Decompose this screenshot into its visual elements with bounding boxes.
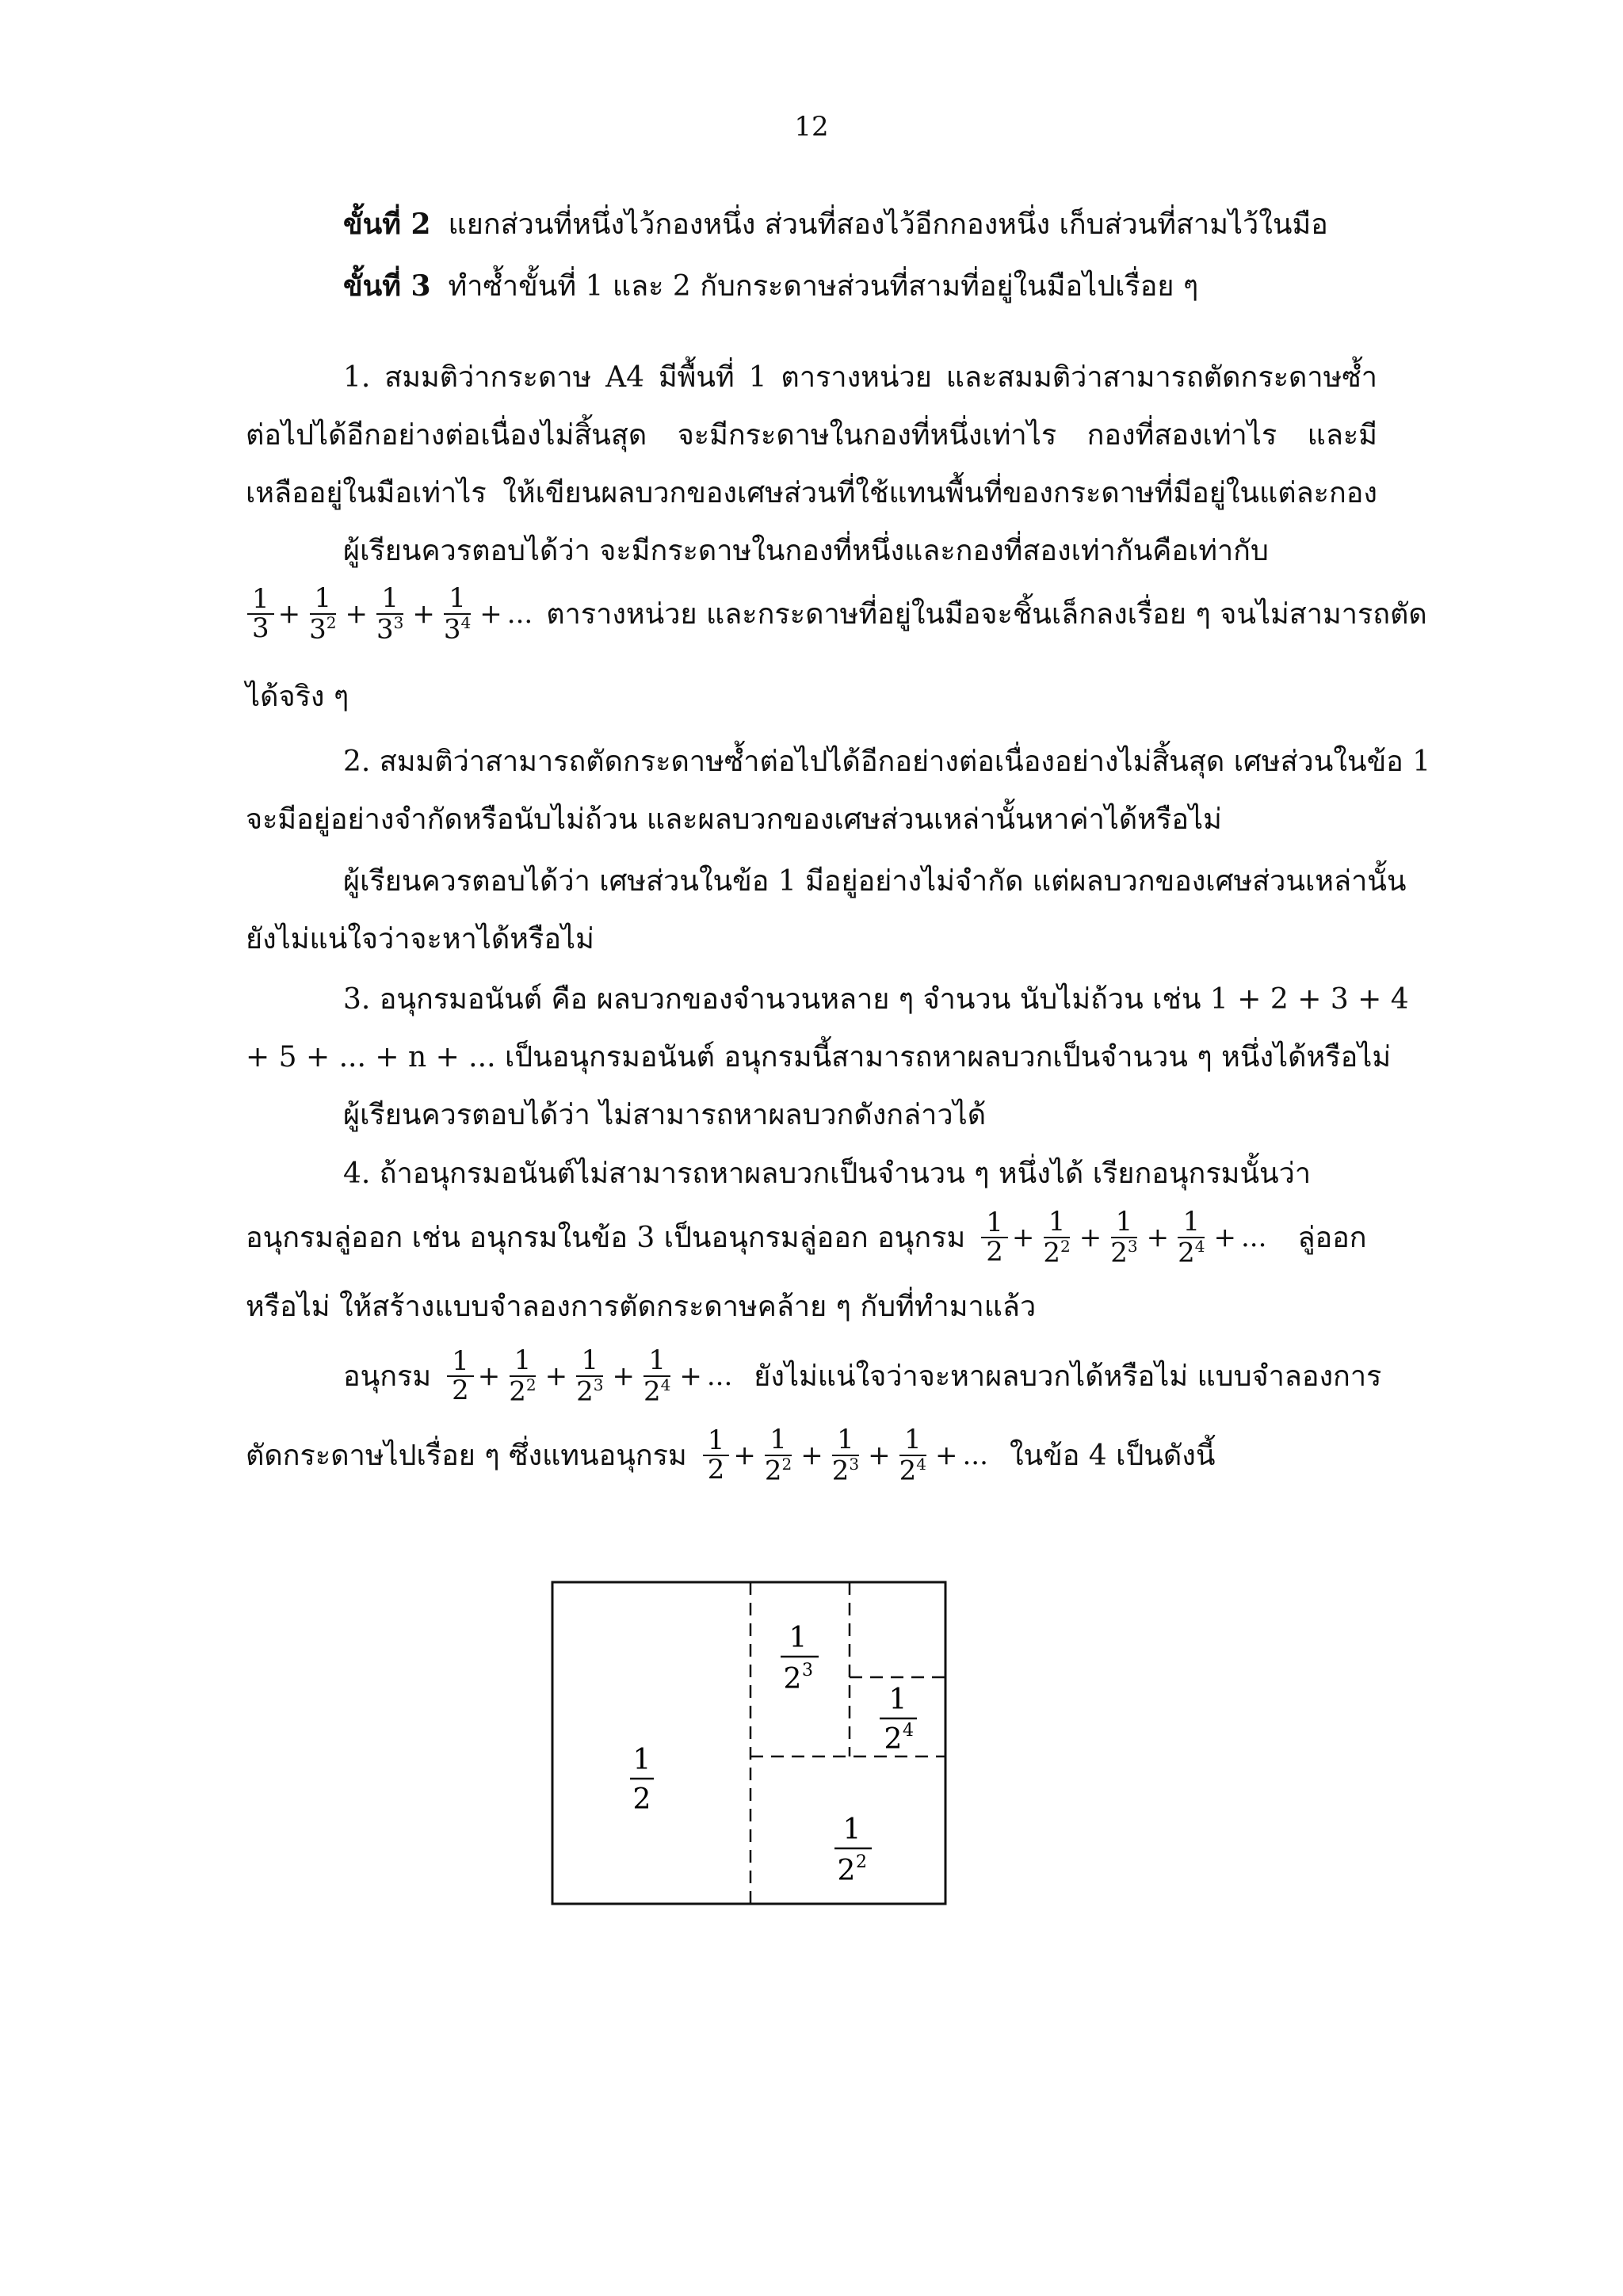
fraction: $\frac{1}{3^2}$	[309, 582, 337, 646]
region-exponent: 3	[802, 1661, 813, 1680]
q4-answer-line: อนุกรม $\frac{1}{2}$ + $\frac{1}{2^2}$ + $\frac{1}{2^3}$ + $\frac{1}{2^4}$ + ... ยังไม่แน่ใจว่าจะหาผลบวกได้หรือไม่ แบบจำลองการ	[343, 1344, 1382, 1408]
q1-series-line: $\frac{1}{3}$ + $\frac{1}{3^2}$ + $\frac{1}{3^3}$ + $\frac{1}{3^4}$ + ... ตารางหน่วย และกระดาษที่อยู่ในมือจะชิ้นเล็กลงเรื่อย ๆ จนไม่สามารถตัด	[246, 585, 1427, 644]
fraction: $\frac{1}{2^2}$	[1043, 1206, 1071, 1269]
fraction: $\frac{1}{3}$	[247, 585, 274, 643]
step-2	[343, 208, 1328, 242]
fraction: $\frac{1}{2^2}$	[764, 1424, 792, 1487]
q1-line: เหลืออยู่ในมือเท่าไร ให้เขียนผลบวกของเศษส่วนที่ใช้แทนพื้นที่ของกระดาษที่มีอยู่ในแต่ละกอง	[246, 477, 1377, 509]
q4-series-line: อนุกรมลู่ออก เช่น อนุกรมในข้อ 3 เป็นอนุกรมลู่ออก อนุกรม $\frac{1}{2}$ + $\frac{1}{2^2}$ + $\frac{1}{2^3}$ + $\frac{1}{2^4}$ + ... ลู่ออก	[246, 1206, 1367, 1269]
region-sixteenth	[880, 1684, 917, 1756]
region-quarter	[834, 1814, 872, 1887]
step-text: แยกส่วนที่หนึ่งไว้กองหนึ่ง ส่วนที่สองไว้อีกกองหนึ่ง เก็บส่วนที่สามไว้ในมือ	[448, 208, 1328, 241]
step-text: ทำซ้ำขั้นที่ 1 และ 2 กับกระดาษส่วนที่สามที่อยู่ในมือไปเรื่อย ๆ	[448, 270, 1199, 303]
fraction: $\frac{1}{2^4}$	[1178, 1206, 1205, 1269]
region-numerator: 1	[789, 1622, 808, 1654]
q3-line: 3. อนุกรมอนันต์ คือ ผลบวกของจำนวนหลาย ๆ จำนวน นับไม่ถ้วน เช่น 1 + 2 + 3 + 4	[343, 983, 1409, 1016]
q4-final-after: ในข้อ 4 เป็นดังนี้	[1009, 1439, 1216, 1472]
q4-line2-before: อนุกรมลู่ออก เช่น อนุกรมในข้อ 3 เป็นอนุกรมลู่ออก อนุกรม	[246, 1221, 966, 1254]
series-dots: ...	[962, 1439, 988, 1471]
page-number: 12	[794, 111, 829, 143]
fraction: $\frac{1}{2^4}$	[643, 1344, 671, 1408]
region-base: 2	[783, 1663, 802, 1695]
q4-line2-after: ลู่ออก	[1297, 1221, 1367, 1254]
series-dots: ...	[706, 1360, 733, 1392]
region-numerator: 1	[632, 1744, 651, 1776]
q4-answer-before: อนุกรม	[343, 1360, 432, 1393]
q1-line: 1. สมมติว่ากระดาษ A4 มีพื้นที่ 1 ตารางหน่วย และสมมติว่าสามารถตัดกระดาษซ้ำ	[343, 361, 1377, 394]
q2-line: 2. สมมติว่าสามารถตัดกระดาษซ้ำต่อไปได้อีกอย่างต่อเนื่องอย่างไม่สิ้นสุด เศษส่วนในข้อ 1	[343, 746, 1431, 778]
q4-line: หรือไม่ ให้สร้างแบบจำลองการตัดกระดาษคล้าย ๆ กับที่ทำมาแล้ว	[246, 1291, 1037, 1323]
q2-line: จะมีอยู่อย่างจำกัดหรือนับไม่ถ้วน และผลบวกของเศษส่วนเหล่านั้นหาค่าได้หรือไม่	[246, 803, 1222, 836]
q2-answer: ยังไม่แน่ใจว่าจะหาได้หรือไม่	[246, 923, 594, 955]
fraction: $\frac{1}{2^3}$	[831, 1424, 860, 1487]
fraction: $\frac{1}{2^2}$	[509, 1344, 537, 1408]
q1-answer-intro: ผู้เรียนควรตอบได้ว่า จะมีกระดาษในกองที่หนึ่งและกองที่สองเท่ากันคือเท่ากับ	[343, 535, 1269, 567]
q1-answer-end: ได้จริง ๆ	[246, 681, 349, 713]
fraction: $\frac{1}{2}$	[703, 1427, 730, 1485]
region-exponent: 2	[856, 1852, 867, 1872]
region-numerator: 1	[842, 1814, 861, 1846]
fraction: $\frac{1}{2^4}$	[899, 1424, 926, 1487]
step-label: ขั้นที่ 2	[343, 208, 431, 241]
region-half	[630, 1744, 654, 1816]
region-base: 2	[632, 1783, 651, 1816]
q4-final-line: ตัดกระดาษไปเรื่อย ๆ ซึ่งแทนอนุกรม $\frac{1}{2}$ + $\frac{1}{2^2}$ + $\frac{1}{2^3}$ + $\frac{1}{2^4}$ + ... ในข้อ 4 เป็นดังนี้	[246, 1424, 1216, 1487]
fraction: $\frac{1}{3^3}$	[376, 582, 404, 646]
q4-final-before: ตัดกระดาษไปเรื่อย ๆ ซึ่งแทนอนุกรม	[246, 1439, 687, 1472]
series-dots: ...	[1241, 1221, 1267, 1253]
q3-line: + 5 + ... + n + ... เป็นอนุกรมอนันต์ อนุกรมนี้สามารถหาผลบวกเป็นจำนวน ๆ หนึ่งได้หรือไม่	[246, 1041, 1392, 1074]
region-base: 2	[884, 1723, 903, 1756]
q1-line: ต่อไปได้อีกอย่างต่อเนื่องไม่สิ้นสุด จะมีกระดาษในกองที่หนึ่งเท่าไร กองที่สองเท่าไร และมี	[246, 419, 1377, 452]
series-dots: ...	[506, 597, 533, 630]
fraction: $\frac{1}{3^4}$	[443, 582, 472, 646]
step-label: ขั้นที่ 3	[343, 269, 431, 303]
step-3	[343, 269, 1198, 303]
fraction: $\frac{1}{2}$	[447, 1348, 474, 1405]
fraction: $\frac{1}{2^3}$	[576, 1344, 604, 1408]
q3-answer: ผู้เรียนควรตอบได้ว่า ไม่สามารถหาผลบวกดังกล่าวได้	[343, 1099, 987, 1131]
q2-answer: ผู้เรียนควรตอบได้ว่า เศษส่วนในข้อ 1 มีอยู่อย่างไม่จำกัด แต่ผลบวกของเศษส่วนเหล่านั้น	[343, 865, 1407, 898]
region-base: 2	[837, 1855, 856, 1887]
region-eighth	[781, 1622, 819, 1695]
q1-answer-after: ตารางหน่วย และกระดาษที่อยู่ในมือจะชิ้นเล็กลงเรื่อย ๆ จนไม่สามารถตัด	[546, 597, 1427, 631]
q4-answer-after: ยังไม่แน่ใจว่าจะหาผลบวกได้หรือไม่ แบบจำลองการ	[754, 1360, 1382, 1393]
paper-cutting-diagram	[551, 1581, 947, 1905]
region-exponent: 4	[903, 1721, 914, 1741]
region-numerator: 1	[888, 1684, 907, 1716]
fraction: $\frac{1}{2^3}$	[1110, 1206, 1138, 1269]
fraction: $\frac{1}{2}$	[981, 1209, 1008, 1267]
q4-line: 4. ถ้าอนุกรมอนันต์ไม่สามารถหาผลบวกเป็นจำนวน ๆ หนึ่งได้ เรียกอนุกรมนั้นว่า	[343, 1158, 1312, 1190]
